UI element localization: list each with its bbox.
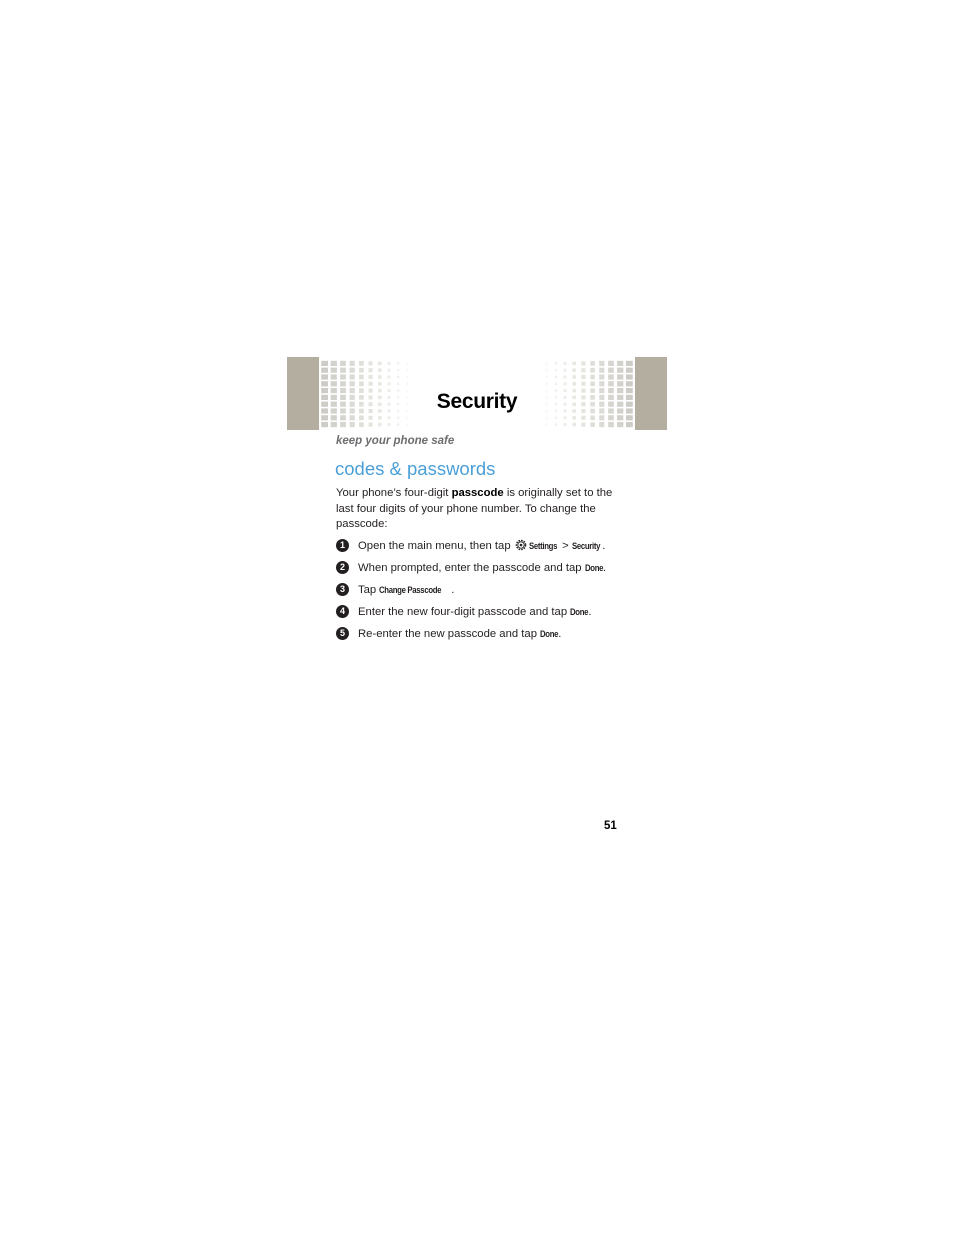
banner-dot [564, 382, 567, 385]
step-text-2 [358, 560, 606, 577]
banner-dot [350, 381, 355, 386]
banner-dot [546, 376, 548, 378]
banner-dot [564, 403, 567, 406]
banner-dot [555, 403, 557, 405]
banner-dot [350, 368, 355, 373]
step-5 [336, 626, 626, 648]
banner-dot [321, 361, 328, 366]
banner-dot [555, 417, 557, 419]
banner-dot [388, 423, 391, 426]
done-label: Done [540, 629, 559, 640]
banner-dot [626, 361, 633, 366]
banner-dot [546, 369, 548, 371]
banner-dot [581, 382, 585, 386]
banner-dot [581, 368, 585, 372]
banner-dot [369, 375, 373, 379]
banner-dot [608, 415, 614, 420]
banner-dot [350, 415, 355, 420]
banner-dot [581, 409, 585, 413]
banner-dot [369, 361, 373, 365]
banner-dot [572, 409, 576, 413]
banner-dot [397, 369, 399, 371]
banner-dot [590, 416, 595, 421]
banner-dot [378, 375, 382, 379]
banner-dot [388, 376, 391, 379]
banner-dot [331, 422, 337, 427]
banner-dot [369, 423, 373, 427]
banner-dot [590, 375, 595, 380]
step-number-1: 1 [336, 539, 349, 552]
banner-dot [608, 408, 614, 413]
banner-dot [406, 376, 408, 378]
banner-dot [599, 422, 604, 427]
banner-dot [581, 389, 585, 393]
banner-dot [564, 410, 567, 413]
banner-dot [321, 381, 328, 386]
step-4-period: . [588, 606, 592, 618]
banner-dot [378, 362, 382, 366]
banner-dot [397, 423, 399, 425]
banner-dot [599, 415, 604, 420]
banner-dot [590, 361, 595, 366]
banner-dot [388, 416, 391, 419]
banner-dot [406, 383, 408, 385]
banner-dot [340, 374, 346, 379]
banner-dot [397, 362, 399, 364]
banner-dot [564, 362, 567, 365]
banner-dot [350, 361, 355, 366]
banner-dot [555, 389, 557, 391]
banner-dot [555, 383, 557, 385]
banner-dot [555, 423, 557, 425]
step-1-instruction: Open the main menu, then tap [358, 540, 514, 552]
banner-dot [564, 416, 567, 419]
banner-dot [340, 381, 346, 386]
security-menu-label: Security [571, 541, 601, 552]
step-number-5: 5 [336, 627, 349, 640]
banner-dot [599, 381, 604, 386]
banner-dot [564, 389, 567, 392]
banner-dot [599, 368, 604, 373]
banner-dot [617, 422, 623, 427]
banner-dot [590, 388, 595, 393]
banner-dot [388, 369, 391, 372]
banner-dot [564, 396, 567, 399]
banner-dot [555, 410, 557, 412]
chapter-banner [287, 357, 667, 430]
banner-dot [626, 374, 633, 379]
banner-dot [572, 375, 576, 379]
banner-dot [608, 361, 614, 366]
intro-text-continued: is originally set to the last four digits of your phone number. To change the passcode: [336, 487, 613, 530]
banner-dot [564, 376, 567, 379]
intro-text: Your phone’s four-digit [336, 487, 452, 499]
banner-dot [340, 422, 346, 427]
banner-dot [555, 376, 557, 378]
chapter-tagline: keep your phone safe [336, 435, 455, 447]
banner-dot [321, 374, 328, 379]
step-2-instruction: When prompted, enter the passcode and tap [358, 562, 585, 574]
banner-dot [359, 361, 364, 366]
banner-dot [608, 422, 614, 427]
banner-dot [546, 417, 548, 419]
banner-dot [369, 368, 373, 372]
banner-dot [572, 389, 576, 393]
banner-dot [626, 422, 633, 427]
banner-dot [378, 382, 382, 386]
banner-dot [608, 395, 614, 400]
banner-dot [321, 368, 328, 373]
banner-dot [608, 368, 614, 373]
chapter-title: Security [436, 390, 518, 413]
step-number-4: 4 [336, 605, 349, 618]
banner-dot [378, 368, 382, 372]
step-1-separator: > [559, 540, 572, 552]
banner-dot [590, 409, 595, 414]
banner-dot [388, 362, 391, 365]
banner-dot [546, 424, 548, 426]
banner-dot [581, 375, 585, 379]
banner-dot [378, 416, 382, 420]
banner-dot [359, 368, 364, 373]
banner-dot [546, 410, 548, 412]
banner-dot [397, 376, 399, 378]
banner-dot [572, 396, 576, 400]
banner-dot [617, 388, 623, 393]
banner-dot [608, 381, 614, 386]
section-heading: codes & passwords [335, 458, 496, 479]
banner-dot [581, 402, 585, 406]
step-4-instruction: Enter the new four-digit passcode and tap [358, 606, 571, 618]
banner-dot [581, 361, 585, 365]
banner-dot [590, 402, 595, 407]
passcode-term: passcode [451, 487, 504, 499]
settings-gear-icon [515, 539, 527, 551]
banner-dot [331, 368, 337, 373]
banner-dot [617, 374, 623, 379]
banner-dot [397, 383, 399, 385]
step-2 [336, 560, 626, 582]
banner-dot [581, 416, 585, 420]
banner-dot [359, 375, 364, 380]
banner-dot [350, 374, 355, 379]
banner-dot [581, 423, 585, 427]
banner-dot [388, 382, 391, 385]
banner-dot [626, 388, 633, 393]
banner-dot [546, 383, 548, 385]
banner-dot [617, 415, 623, 420]
banner-dot [608, 388, 614, 393]
banner-dot [590, 395, 595, 400]
banner-dot [555, 396, 557, 398]
banner-dot [406, 369, 408, 371]
banner-dot [369, 416, 373, 420]
banner-dot [331, 381, 337, 386]
step-text-4 [358, 604, 592, 621]
banner-dot [572, 416, 576, 420]
page-number: 51 [604, 820, 617, 832]
banner-dot [617, 395, 623, 400]
banner-dot [626, 368, 633, 373]
banner-dot [369, 382, 373, 386]
step-5-instruction: Re-enter the new passcode and tap [358, 628, 541, 640]
banner-dot [359, 416, 364, 421]
banner-dot [572, 423, 576, 427]
step-2-period: . [602, 562, 607, 574]
step-number-2: 2 [336, 561, 349, 574]
banner-dot [546, 390, 548, 392]
banner-dot [599, 395, 604, 400]
banner-dot [331, 361, 337, 366]
banner-dot [617, 368, 623, 373]
banner-dot [572, 402, 576, 406]
banner-dot [617, 408, 623, 413]
banner-dot [359, 382, 364, 387]
step-3-period: . [451, 584, 455, 596]
step-text-1 [358, 538, 605, 555]
banner-dot [397, 417, 399, 419]
banner-dot [406, 362, 408, 364]
steps-list [336, 538, 626, 648]
step-3-instruction: Tap [358, 584, 380, 596]
banner-dot [555, 369, 557, 371]
banner-dot [331, 415, 337, 420]
banner-dot [546, 362, 548, 364]
banner-dot [572, 368, 576, 372]
banner-dot [626, 408, 633, 413]
banner-dot [321, 415, 328, 420]
banner-dot [555, 362, 557, 364]
banner-dot [626, 415, 633, 420]
step-text-5 [358, 626, 561, 643]
banner-dot [617, 402, 623, 407]
banner-dot [626, 395, 633, 400]
settings-menu-label: Settings [528, 541, 557, 552]
banner-dot [608, 374, 614, 379]
done-label: Done [584, 563, 603, 574]
banner-dot [608, 402, 614, 407]
banner-dot [572, 382, 576, 386]
banner-dot [546, 403, 548, 405]
banner-dot [564, 369, 567, 372]
banner-dot [340, 415, 346, 420]
banner-dot [340, 361, 346, 366]
step-4 [336, 604, 626, 626]
step-number-3: 3 [336, 583, 349, 596]
banner-dot-pattern-right [542, 360, 634, 428]
step-text-3 [358, 582, 454, 599]
banner-dot [599, 388, 604, 393]
step-1-period: . [602, 540, 606, 552]
banner-dot [599, 374, 604, 379]
banner-dot [626, 402, 633, 407]
banner-dot [599, 361, 604, 366]
banner-dot [590, 382, 595, 387]
change-passcode-label: Change Passcode [379, 585, 442, 596]
banner-dot [331, 374, 337, 379]
banner-dot [406, 424, 408, 426]
banner-dot [599, 408, 604, 413]
step-5-period: . [558, 628, 562, 640]
banner-dot [546, 396, 548, 398]
banner-dot [581, 395, 585, 399]
banner-dot [321, 422, 328, 427]
step-1 [336, 538, 626, 560]
banner-dot [564, 423, 567, 426]
banner-dot [406, 417, 408, 419]
banner-dot [599, 402, 604, 407]
done-label: Done [570, 607, 589, 618]
banner-dot [617, 381, 623, 386]
banner-dot [617, 361, 623, 366]
banner-dot [572, 362, 576, 366]
banner-dot [626, 381, 633, 386]
banner-dot [590, 368, 595, 373]
step-3 [336, 582, 626, 604]
banner-dot [590, 422, 595, 427]
banner-block-right [635, 357, 667, 430]
banner-dot [378, 423, 382, 427]
banner-dot [350, 422, 355, 427]
intro-paragraph [336, 486, 621, 533]
banner-dot [359, 422, 364, 427]
banner-dot [340, 368, 346, 373]
